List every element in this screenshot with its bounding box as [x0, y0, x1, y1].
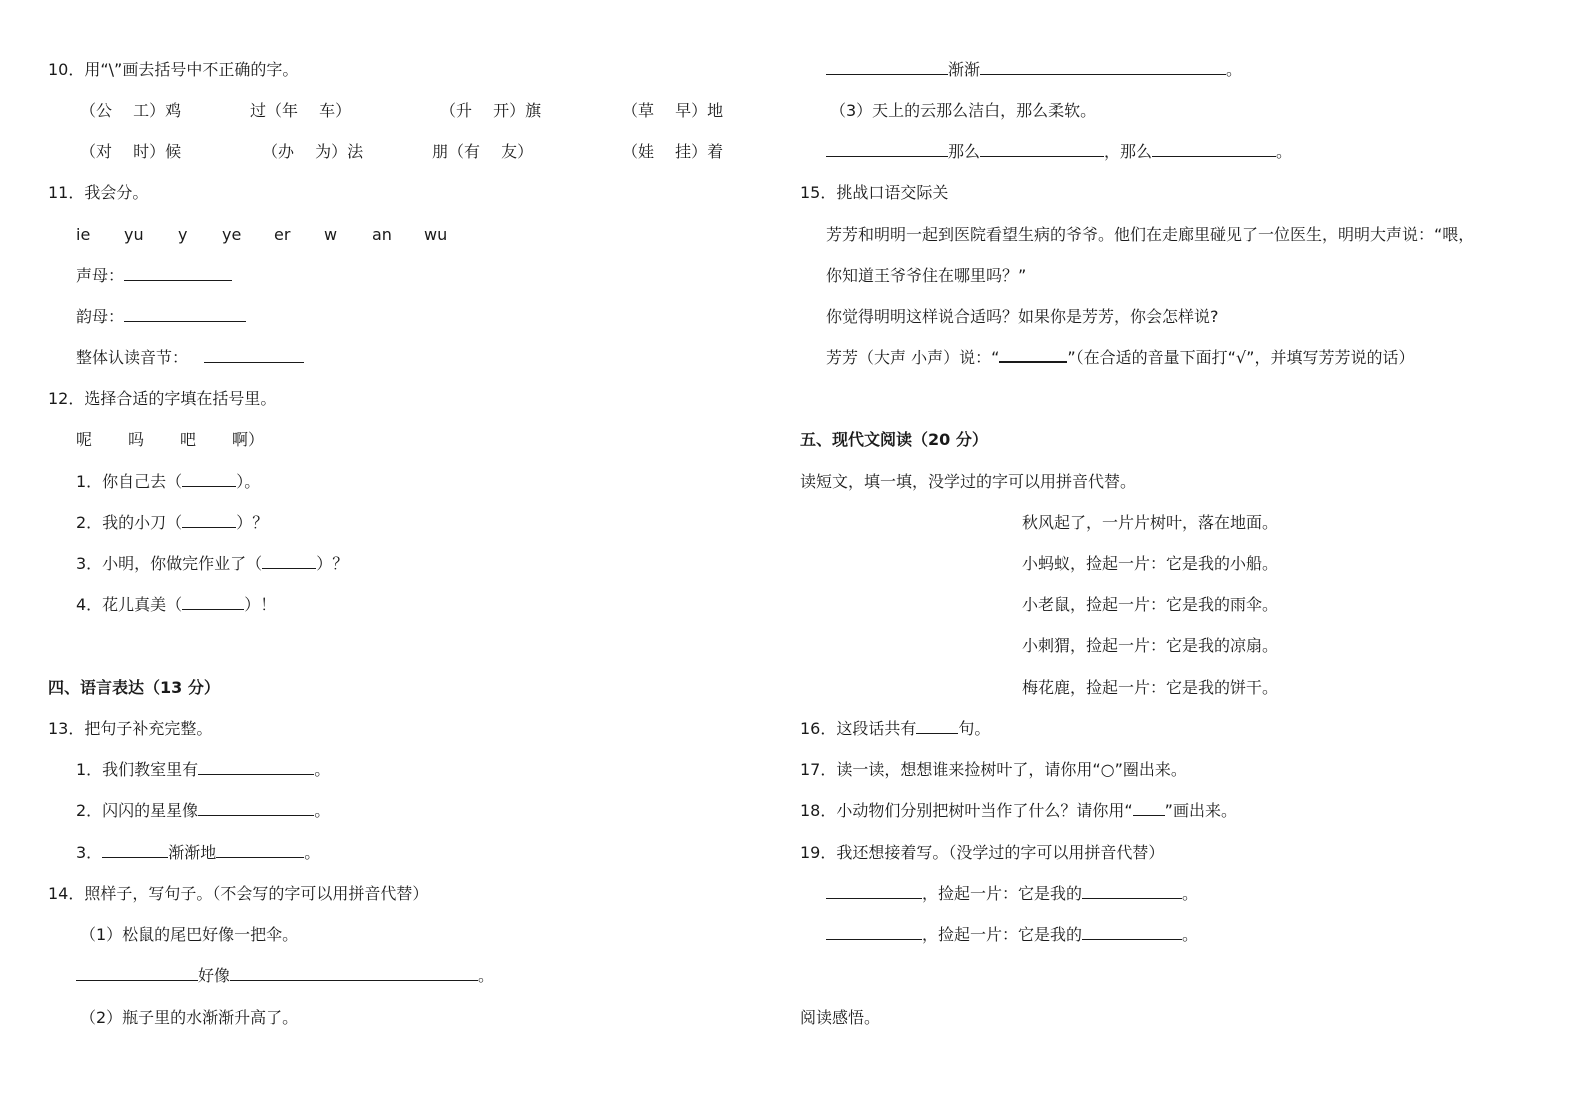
shengmu-blank[interactable]: [124, 264, 232, 281]
q10-title: 10．用“\”画去括号中不正确的字。: [48, 60, 299, 79]
q10-item: （公 工）鸡: [80, 101, 182, 120]
q14-answer-line: [826, 57, 1242, 83]
q10-item: （娃 挂）着: [622, 142, 724, 161]
q15-answer-line: [826, 345, 1414, 371]
fill-blank[interactable]: [1152, 140, 1276, 157]
q12-item: [76, 592, 276, 618]
q13-item-end: 。: [314, 760, 331, 779]
q12-item-text: 2．我的小刀（: [76, 513, 183, 532]
q12-item-end: ）！: [244, 595, 277, 614]
poem-line: 小刺猬，捡起一片：它是我的凉扇。: [1022, 636, 1279, 655]
q19-end: 。: [1182, 925, 1199, 944]
fill-blank[interactable]: [1082, 923, 1182, 940]
q16: [800, 716, 990, 742]
fill-blank[interactable]: [182, 593, 244, 610]
fill-blank[interactable]: [216, 841, 304, 858]
q14-example: （2）瓶子里的水渐渐升高了。: [80, 1008, 299, 1027]
q15-question: 你觉得明明这样说合适吗？如果你是芳芳，你会怎样说?: [826, 307, 1219, 326]
fill-blank[interactable]: [826, 140, 948, 157]
fill-blank[interactable]: [182, 511, 236, 528]
fill-blank[interactable]: [999, 345, 1067, 363]
q19-answer-line: [826, 881, 1198, 907]
option-char: 呢: [76, 430, 93, 449]
q11-title: 11．我会分。: [48, 183, 149, 202]
fill-blank[interactable]: [980, 140, 1104, 157]
q18: [800, 798, 1237, 824]
q12-item-text: 1．你自己去（: [76, 472, 183, 491]
q19-mid: ，捡起一片：它是我的: [922, 925, 1083, 944]
q12-title: 12．选择合适的字填在括号里。: [48, 389, 277, 408]
q11-zhengti: [76, 345, 304, 371]
syllable: w: [324, 225, 338, 244]
q19-answer-line: [826, 922, 1198, 948]
reading-reflection-title: 阅读感悟。: [800, 1008, 881, 1027]
q14-answer-line: [826, 139, 1292, 165]
q19-title: 19．我还想接着写。（没学过的字可以用拼音代替）: [800, 843, 1165, 862]
q10-item: （升 开）旗: [440, 101, 542, 120]
q13-title: 13．把句子补充完整。: [48, 719, 213, 738]
q13-item: [76, 757, 330, 783]
q14-example: （3）天上的云那么洁白，那么柔软。: [830, 101, 1097, 120]
q12-item: [76, 469, 260, 495]
fill-blank[interactable]: [1082, 882, 1182, 899]
option-char: 啊）: [232, 430, 265, 449]
syllable: y: [178, 225, 188, 244]
q12-options: [76, 427, 264, 453]
q10-row1: [80, 98, 723, 124]
q11-syllables: [76, 222, 447, 248]
q16-text: 16．这段话共有: [800, 719, 917, 738]
fill-blank[interactable]: [980, 58, 1226, 75]
q11-shengmu: [76, 263, 232, 289]
fill-blank[interactable]: [826, 58, 948, 75]
q12-item-end: ）。: [236, 472, 261, 491]
q12-item-end: ）？: [236, 513, 269, 532]
poem-line: 梅花鹿，捡起一片：它是我的饼干。: [1022, 678, 1279, 697]
q14-end: 。: [1276, 142, 1293, 161]
q14-keyword: 那么: [948, 142, 981, 161]
yunmu-label: 韵母：: [76, 307, 125, 326]
q15-title: 15．挑战口语交际关: [800, 183, 949, 202]
syllable: yu: [124, 225, 144, 244]
q13-item-text: 1．我们教室里有: [76, 760, 199, 779]
fill-blank[interactable]: [102, 841, 168, 858]
q12-item: [76, 551, 348, 577]
syllable: er: [274, 225, 291, 244]
q14-keyword: 渐渐: [948, 60, 981, 79]
syllable: an: [372, 225, 392, 244]
q18-end: ”画出来。: [1164, 801, 1237, 820]
q15-answer-pre: 芳芳（大声 小声）说：“: [826, 348, 1000, 367]
q14-title: 14．照样子，写句子。（不会写的字可以用拼音代替）: [48, 884, 429, 903]
q10-item: （草 早）地: [622, 101, 724, 120]
q19-end: 。: [1182, 884, 1199, 903]
fill-blank[interactable]: [230, 964, 478, 981]
fill-blank[interactable]: [182, 470, 236, 487]
poem-line: 小老鼠，捡起一片：它是我的雨伞。: [1022, 595, 1279, 614]
q18-text: 18．小动物们分别把树叶当作了什么？请你用“: [800, 801, 1133, 820]
q12-item-text: 3．小明，你做完作业了（: [76, 554, 263, 573]
q14-end: 。: [478, 966, 495, 985]
q15-paragraph: 芳芳和明明一起到医院看望生病的爷爷。他们在走廊里碰见了一位医生，明明大声说：“喂，: [826, 225, 1475, 244]
zhengti-label: 整体认读音节：: [76, 348, 189, 367]
zhengti-blank[interactable]: [204, 346, 304, 363]
syllable: ye: [222, 225, 242, 244]
q13-item-text: 2．闪闪的星星像: [76, 801, 199, 820]
shengmu-label: 声母：: [76, 266, 125, 285]
q10-item: （办 为）法: [262, 142, 364, 161]
q15-answer-post: ”（在合适的音量下面打“√”，并填写芳芳说的话）: [1067, 348, 1415, 367]
poem-line: 秋风起了，一片片树叶，落在地面。: [1022, 513, 1279, 532]
q13-item: [76, 798, 330, 824]
syllable: wu: [424, 225, 448, 244]
q19-mid: ，捡起一片：它是我的: [922, 884, 1083, 903]
yunmu-blank[interactable]: [124, 305, 246, 322]
fill-blank[interactable]: [826, 923, 922, 940]
q10-item: （对 时）候: [80, 142, 182, 161]
q13-item-mid: 渐渐地: [168, 843, 217, 862]
q15-paragraph: 你知道王爷爷住在哪里吗？”: [826, 266, 1027, 285]
q10-item: 朋（有 友）: [432, 142, 534, 161]
fill-blank[interactable]: [262, 552, 316, 569]
fill-blank[interactable]: [198, 758, 314, 775]
syllable: ie: [76, 225, 91, 244]
section-5-title: 五、现代文阅读（20 分）: [800, 430, 988, 449]
q12-item-text: 4．花儿真美（: [76, 595, 183, 614]
q12-item-end: ）？: [316, 554, 349, 573]
fill-blank[interactable]: [826, 882, 922, 899]
q13-item-end: 。: [304, 843, 321, 862]
fill-blank[interactable]: [76, 964, 198, 981]
option-char: 吧: [180, 430, 197, 449]
q13-item-text: 3．: [76, 843, 103, 862]
reading-instruction: 读短文，填一填，没学过的字可以用拼音代替。: [800, 472, 1137, 491]
underline-sample: [1133, 799, 1165, 816]
q13-item: [76, 840, 320, 866]
q17: 17．读一读，想想谁来捡树叶了，请你用“○”圈出来。: [800, 760, 1187, 779]
fill-blank[interactable]: [198, 799, 314, 816]
q14-keyword: 好像: [198, 966, 231, 985]
q14-end: 。: [1226, 60, 1243, 79]
q10-row2: [80, 139, 723, 165]
q14-example: （1）松鼠的尾巴好像一把伞。: [80, 925, 299, 944]
fill-blank[interactable]: [916, 717, 958, 734]
q14-answer-line: [76, 963, 494, 989]
q14-keyword: ，那么: [1104, 142, 1153, 161]
option-char: 吗: [128, 430, 145, 449]
q10-item: 过（年 车）: [250, 101, 352, 120]
section-4-title: 四、语言表达（13 分）: [48, 678, 220, 697]
q12-item: [76, 510, 268, 536]
q11-yunmu: [76, 304, 246, 330]
q13-item-end: 。: [314, 801, 331, 820]
q16-end: 句。: [958, 719, 991, 738]
poem-line: 小蚂蚁，捡起一片：它是我的小船。: [1022, 554, 1279, 573]
